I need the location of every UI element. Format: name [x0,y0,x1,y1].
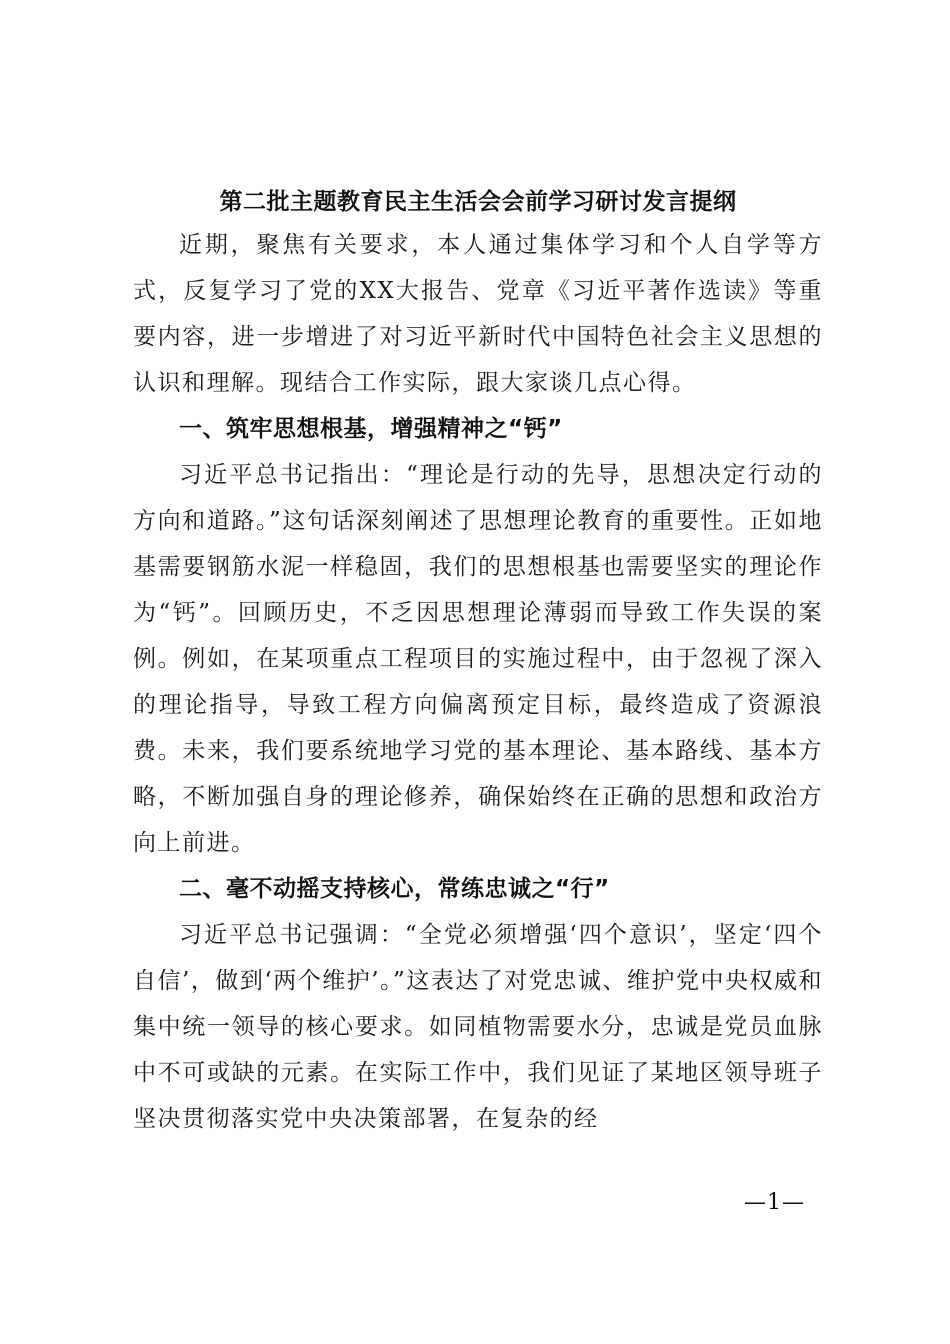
page-number: —1— [744,1190,805,1215]
section-body-2: 习近平总书记强调：“全党必须增强‘四个意识’，坚定‘四个自信’，做到‘两个维护’。”这表达了对党忠诚、维护党中央权威和集中统一领导的核心要求。如同植物需要水分，忠诚是党员血脉中不可或缺的元素。在实际工作中，我们见证了某地区领导班子坚决贯彻落实党中央决策部署，在复杂的经 [133,922,823,1132]
section-heading-2: 二、毫不动摇支持核心，常练忠诚之“行” [179,876,610,902]
intro-paragraph: 近期，聚焦有关要求，本人通过集体学习和个人自学等方式，反复学习了党的XX大报告、党章《习近平著作选读》等重要内容，进一步增进了对习近平新时代中国特色社会主义思想的认识和理解。现结合工作实际，跟大家谈几点心得。 [133,232,823,396]
document-body [133,182,823,1142]
document-title: 第二批主题教育民主生活会会前学习研讨发言提纲 [219,189,737,215]
section-heading-1: 一、筑牢思想根基，增强精神之“钙” [179,416,563,442]
section-body-1: 习近平总书记指出：“理论是行动的先导，思想决定行动的方向和道路。”这句话深刻阐述了思想理论教育的重要性。正如地基需要钢筋水泥一样稳固，我们的思想根基也需要坚实的理论作为“钙”。回顾历史，不乏因思想理论薄弱而导致工作失误的案例。例如，在某项重点工程项目的实施过程中，由于忽视了深入的理论指导，导致工程方向偏离预定目标，最终造成了资源浪费。未来，我们要系统地学习党的基本理论、基本路线、基本方略，不断加强自身的理论修养，确保始终在正确的思想和政治方向上前进。 [133,462,823,856]
